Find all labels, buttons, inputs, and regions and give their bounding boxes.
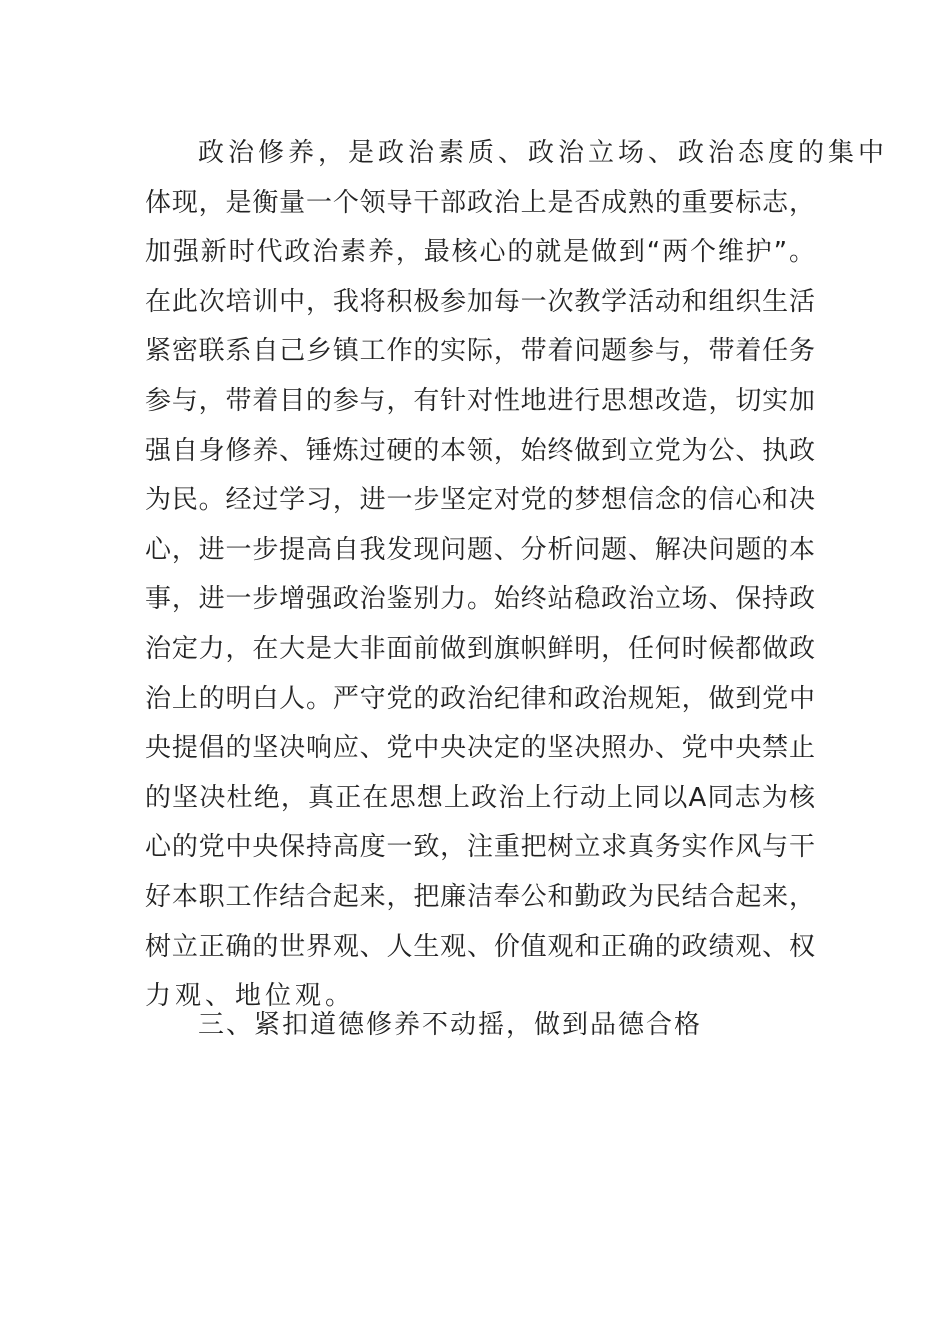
paragraph-line: 树立正确的世界观、人生观、价值观和正确的政绩观、权 xyxy=(145,931,815,962)
paragraph-line: 体现，是衡量一个领导干部政治上是否成熟的重要标志， xyxy=(145,187,815,218)
paragraph-line: 好本职工作结合起来，把廉洁奉公和勤政为民结合起来， xyxy=(145,881,815,912)
paragraph-line: 治定力，在大是大非面前做到旗帜鲜明，任何时候都做政 xyxy=(145,633,815,664)
paragraph-line: 的坚决杜绝，真正在思想上政治上行动上同以A同志为核 xyxy=(145,782,815,813)
paragraph-line: 事，进一步增强政治鉴别力。始终站稳政治立场、保持政 xyxy=(145,584,815,615)
paragraph-line: 政治修养，是政治素质、政治立场、政治态度的集中 xyxy=(198,138,889,168)
paragraph-line: 紧密联系自己乡镇工作的实际，带着问题参与，带着任务 xyxy=(145,336,815,367)
paragraph-line: 加强新时代政治素养，最核心的就是做到“两个维护”。 xyxy=(145,237,815,268)
paragraph-line: 为民。经过学习，进一步坚定对党的梦想信念的信心和决 xyxy=(145,485,815,516)
paragraph-line: 心的党中央保持高度一致，注重把树立求真务实作风与干 xyxy=(145,832,815,863)
paragraph-line: 央提倡的坚决响应、党中央决定的坚决照办、党中央禁止 xyxy=(145,733,815,764)
paragraph-line: 心，进一步提高自我发现问题、分析问题、解决问题的本 xyxy=(145,534,815,565)
paragraph-line: 强自身修养、锤炼过硬的本领，始终做到立党为公、执政 xyxy=(145,435,815,466)
section-heading: 三、紧扣道德修养不动摇，做到品德合格 xyxy=(198,1010,703,1040)
body-paragraph xyxy=(145,129,889,1022)
paragraph-line: 参与，带着目的参与，有针对性地进行思想改造，切实加 xyxy=(145,385,815,416)
paragraph-line: 治上的明白人。严守党的政治纪律和政治规矩，做到党中 xyxy=(145,683,815,714)
paragraph-line: 在此次培训中，我将积极参加每一次教学活动和组织生活 xyxy=(145,286,815,317)
paragraph-line: 力观、地位观。 xyxy=(145,981,356,1012)
